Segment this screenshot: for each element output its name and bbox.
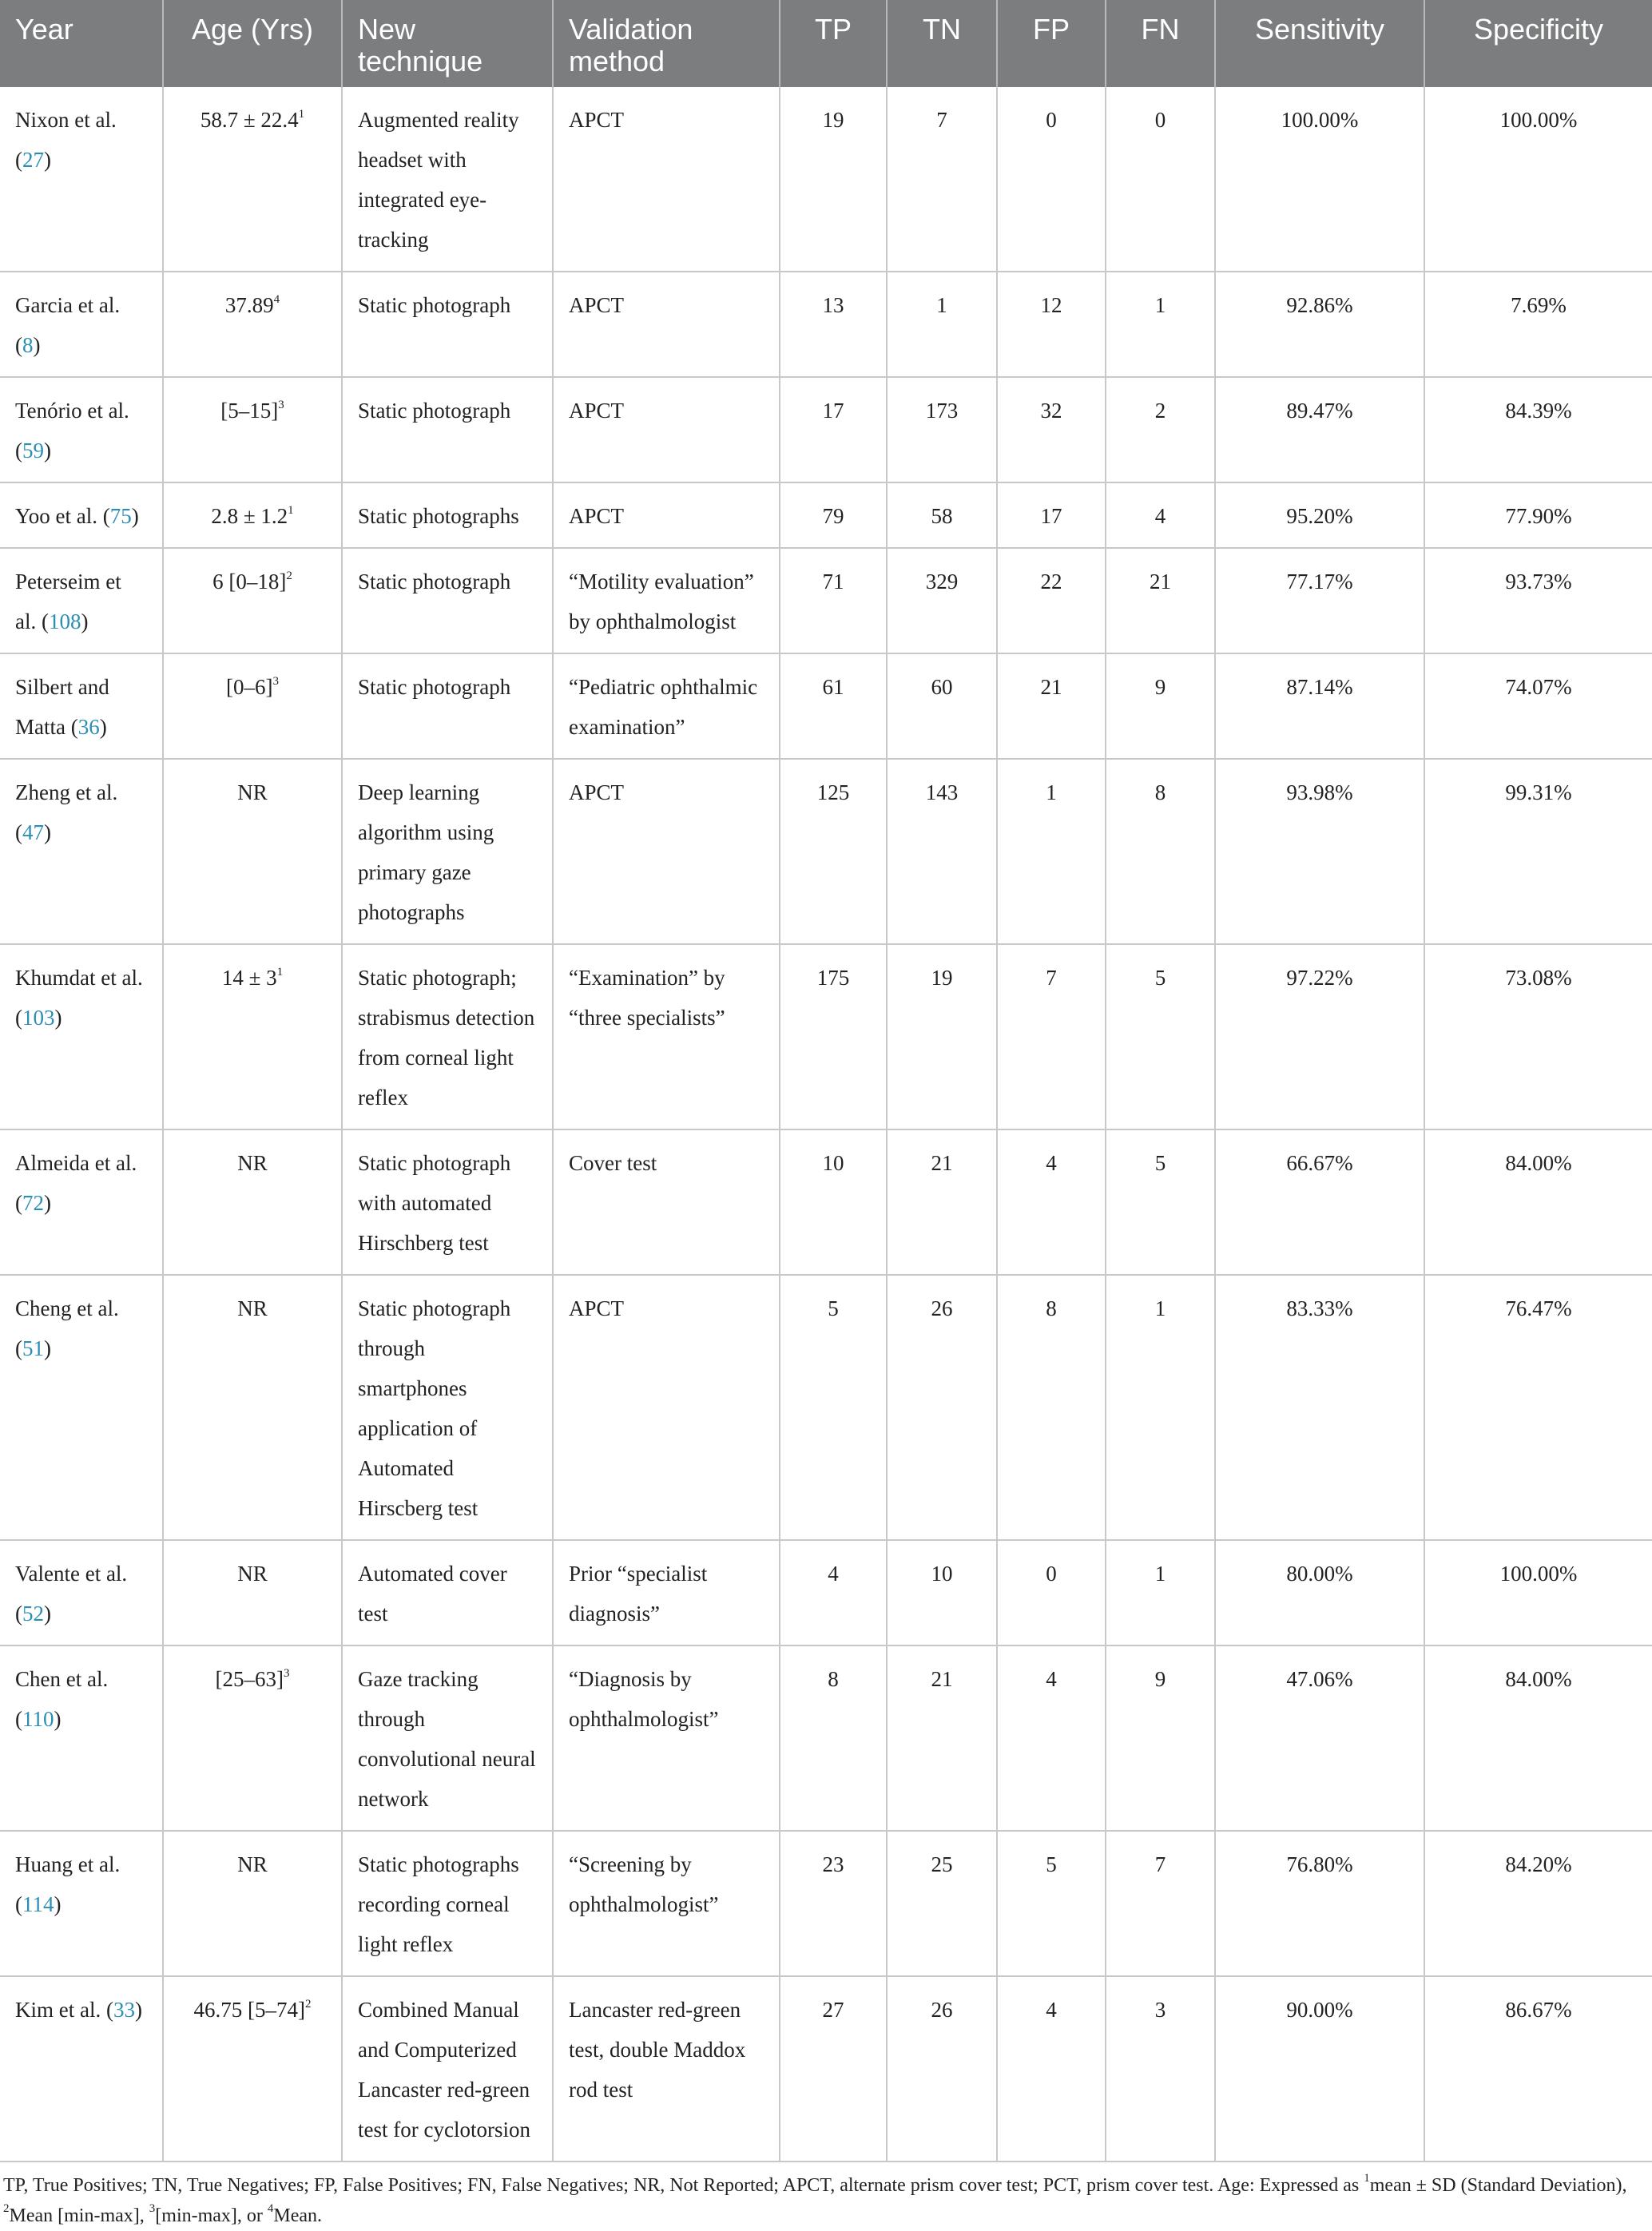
table-row bbox=[0, 272, 1652, 377]
cell-age bbox=[163, 1831, 342, 1976]
cell-technique: Static photograph bbox=[342, 272, 553, 377]
age-value: NR bbox=[237, 780, 268, 804]
author-close: ) bbox=[81, 609, 89, 633]
age-footnote-marker: 3 bbox=[272, 675, 279, 688]
cell-tn: 329 bbox=[887, 548, 997, 653]
author-name: Cheng et al. ( bbox=[15, 1296, 119, 1360]
age-value: NR bbox=[237, 1296, 268, 1320]
cell-fp: 22 bbox=[997, 548, 1106, 653]
cell-tp: 17 bbox=[780, 377, 887, 482]
table-row bbox=[0, 377, 1652, 482]
cell-age bbox=[163, 1540, 342, 1645]
cell-sensitivity: 76.80% bbox=[1215, 1831, 1424, 1976]
cell-specificity: 84.39% bbox=[1424, 377, 1652, 482]
cell-sensitivity: 92.86% bbox=[1215, 272, 1424, 377]
cell-tn: 60 bbox=[887, 653, 997, 759]
cell-tn: 143 bbox=[887, 759, 997, 944]
age-value: [5–15] bbox=[220, 399, 279, 423]
cell-fn: 0 bbox=[1106, 87, 1215, 272]
cell-fp: 0 bbox=[997, 87, 1106, 272]
cell-fn: 5 bbox=[1106, 944, 1215, 1129]
cell-technique: Static photograph; strabismus detection from corneal light reflex bbox=[342, 944, 553, 1129]
cell-validation: “Motility evaluation” by ophthalmologist bbox=[553, 548, 780, 653]
header-technique: New technique bbox=[342, 0, 553, 87]
author-close: ) bbox=[44, 1602, 51, 1626]
author-close: ) bbox=[131, 504, 139, 528]
cell-specificity: 73.08% bbox=[1424, 944, 1652, 1129]
cell-technique: Combined Manual and Computerized Lancaster red-green test for cyclotorsion bbox=[342, 1976, 553, 2162]
age-value: 2.8 ± 1.2 bbox=[211, 504, 288, 528]
cell-fp: 5 bbox=[997, 1831, 1106, 1976]
cell-tn: 1 bbox=[887, 272, 997, 377]
age-value: 37.89 bbox=[224, 293, 274, 317]
cell-specificity: 84.00% bbox=[1424, 1645, 1652, 1831]
cell-tp: 19 bbox=[780, 87, 887, 272]
cell-fn: 1 bbox=[1106, 1275, 1215, 1540]
footnote-part-3: [min-max], or bbox=[155, 2205, 268, 2226]
cell-tp: 79 bbox=[780, 482, 887, 548]
cell-validation: APCT bbox=[553, 87, 780, 272]
cell-validation: Prior “specialist diagnosis” bbox=[553, 1540, 780, 1645]
cell-fn: 8 bbox=[1106, 759, 1215, 944]
reference-link[interactable]: 110 bbox=[22, 1707, 54, 1731]
table-body bbox=[0, 87, 1652, 2162]
cell-fn: 1 bbox=[1106, 272, 1215, 377]
cell-technique: Static photograph bbox=[342, 548, 553, 653]
age-footnote-marker: 4 bbox=[273, 293, 280, 306]
table-row bbox=[0, 1976, 1652, 2162]
reference-link[interactable]: 52 bbox=[22, 1602, 44, 1626]
author-close: ) bbox=[54, 1006, 62, 1030]
cell-specificity: 76.47% bbox=[1424, 1275, 1652, 1540]
cell-tn: 21 bbox=[887, 1129, 997, 1275]
age-value: [25–63] bbox=[215, 1667, 284, 1691]
age-value: NR bbox=[237, 1562, 268, 1586]
cell-sensitivity: 95.20% bbox=[1215, 482, 1424, 548]
cell-technique: Static photograph bbox=[342, 377, 553, 482]
reference-link[interactable]: 114 bbox=[22, 1892, 54, 1916]
cell-age bbox=[163, 944, 342, 1129]
cell-fp: 17 bbox=[997, 482, 1106, 548]
age-footnote-marker: 3 bbox=[283, 1667, 290, 1680]
footnote-sup-4: 4 bbox=[267, 2202, 274, 2215]
cell-validation: “Screening by ophthalmologist” bbox=[553, 1831, 780, 1976]
cell-technique: Static photographs bbox=[342, 482, 553, 548]
cell-fn: 7 bbox=[1106, 1831, 1215, 1976]
cell-technique: Static photograph bbox=[342, 653, 553, 759]
cell-validation: APCT bbox=[553, 759, 780, 944]
author-close: ) bbox=[44, 1336, 51, 1360]
author-name: Khumdat et al. ( bbox=[15, 966, 143, 1030]
cell-validation: APCT bbox=[553, 272, 780, 377]
cell-author bbox=[0, 1645, 163, 1831]
table-header bbox=[0, 0, 1652, 87]
cell-tp: 175 bbox=[780, 944, 887, 1129]
cell-tp: 13 bbox=[780, 272, 887, 377]
cell-author bbox=[0, 944, 163, 1129]
reference-link[interactable]: 51 bbox=[22, 1336, 44, 1360]
cell-author bbox=[0, 548, 163, 653]
age-value: 6 [0–18] bbox=[212, 570, 287, 593]
table-row bbox=[0, 1540, 1652, 1645]
cell-sensitivity: 66.67% bbox=[1215, 1129, 1424, 1275]
cell-specificity: 100.00% bbox=[1424, 1540, 1652, 1645]
cell-fp: 4 bbox=[997, 1129, 1106, 1275]
author-close: ) bbox=[44, 148, 51, 172]
cell-validation: “Pediatric ophthalmic examination” bbox=[553, 653, 780, 759]
cell-technique: Static photograph through smartphones application of Automated Hirscberg test bbox=[342, 1275, 553, 1540]
cell-author bbox=[0, 653, 163, 759]
cell-author bbox=[0, 1831, 163, 1976]
cell-age bbox=[163, 1976, 342, 2162]
cell-validation: APCT bbox=[553, 482, 780, 548]
cell-tp: 61 bbox=[780, 653, 887, 759]
author-name: Kim et al. ( bbox=[15, 1998, 113, 2022]
cell-age bbox=[163, 653, 342, 759]
cell-validation: “Examination” by “three specialists” bbox=[553, 944, 780, 1129]
author-name: Almeida et al. ( bbox=[15, 1151, 137, 1215]
cell-tp: 71 bbox=[780, 548, 887, 653]
cell-tn: 21 bbox=[887, 1645, 997, 1831]
author-name: Chen et al. ( bbox=[15, 1667, 109, 1731]
cell-fp: 4 bbox=[997, 1976, 1106, 2162]
cell-author bbox=[0, 482, 163, 548]
cell-tp: 8 bbox=[780, 1645, 887, 1831]
cell-validation: APCT bbox=[553, 1275, 780, 1540]
cell-sensitivity: 100.00% bbox=[1215, 87, 1424, 272]
cell-technique: Static photograph with automated Hirschberg test bbox=[342, 1129, 553, 1275]
author-close: ) bbox=[54, 1892, 62, 1916]
age-footnote-marker: 1 bbox=[298, 108, 305, 121]
reference-link[interactable]: 47 bbox=[22, 820, 44, 844]
header-validation: Validation method bbox=[553, 0, 780, 87]
cell-validation: “Diagnosis by ophthalmologist” bbox=[553, 1645, 780, 1831]
author-name: Silbert and Matta ( bbox=[15, 675, 109, 739]
cell-author bbox=[0, 1976, 163, 2162]
cell-fn: 2 bbox=[1106, 377, 1215, 482]
author-close: ) bbox=[44, 820, 51, 844]
cell-age bbox=[163, 1129, 342, 1275]
author-close: ) bbox=[54, 1707, 62, 1731]
cell-specificity: 86.67% bbox=[1424, 1976, 1652, 2162]
cell-age bbox=[163, 548, 342, 653]
cell-sensitivity: 90.00% bbox=[1215, 1976, 1424, 2162]
cell-author bbox=[0, 759, 163, 944]
reference-link[interactable]: 75 bbox=[109, 504, 132, 528]
cell-age bbox=[163, 377, 342, 482]
header-fn: FN bbox=[1106, 0, 1215, 87]
author-name: Zheng et al. ( bbox=[15, 780, 118, 844]
cell-fp: 32 bbox=[997, 377, 1106, 482]
reference-link[interactable]: 59 bbox=[22, 439, 44, 462]
cell-technique: Static photographs recording corneal light reflex bbox=[342, 1831, 553, 1976]
table-row bbox=[0, 1275, 1652, 1540]
header-tp: TP bbox=[780, 0, 887, 87]
cell-specificity: 84.00% bbox=[1424, 1129, 1652, 1275]
header-year: Year bbox=[0, 0, 163, 87]
cell-sensitivity: 97.22% bbox=[1215, 944, 1424, 1129]
age-footnote-marker: 1 bbox=[276, 966, 284, 979]
footnote-sup-2: 2 bbox=[3, 2202, 10, 2215]
cell-specificity: 77.90% bbox=[1424, 482, 1652, 548]
age-footnote-marker: 1 bbox=[288, 504, 294, 517]
cell-fp: 7 bbox=[997, 944, 1106, 1129]
reference-link[interactable]: 72 bbox=[22, 1191, 44, 1215]
header-age: Age (Yrs) bbox=[163, 0, 342, 87]
age-footnote-marker: 3 bbox=[278, 399, 284, 411]
cell-sensitivity: 47.06% bbox=[1215, 1645, 1424, 1831]
author-close: ) bbox=[44, 439, 51, 462]
cell-tp: 27 bbox=[780, 1976, 887, 2162]
cell-fn: 5 bbox=[1106, 1129, 1215, 1275]
table-row bbox=[0, 653, 1652, 759]
cell-tn: 58 bbox=[887, 482, 997, 548]
table-row bbox=[0, 759, 1652, 944]
cell-age bbox=[163, 482, 342, 548]
cell-sensitivity: 83.33% bbox=[1215, 1275, 1424, 1540]
footnote-sup-3: 3 bbox=[149, 2202, 156, 2215]
cell-age bbox=[163, 1275, 342, 1540]
author-name: Yoo et al. ( bbox=[15, 504, 110, 528]
footnote-part-1: mean ± SD (Standard Deviation), bbox=[1369, 2175, 1627, 2196]
author-name: Garcia et al. ( bbox=[15, 293, 121, 357]
table-row bbox=[0, 548, 1652, 653]
author-name: Huang et al. ( bbox=[15, 1852, 121, 1916]
cell-fn: 21 bbox=[1106, 548, 1215, 653]
cell-specificity: 74.07% bbox=[1424, 653, 1652, 759]
cell-technique: Automated cover test bbox=[342, 1540, 553, 1645]
age-value: 14 ± 3 bbox=[221, 966, 277, 990]
cell-validation: Lancaster red-green test, double Maddox rod test bbox=[553, 1976, 780, 2162]
cell-tp: 10 bbox=[780, 1129, 887, 1275]
cell-sensitivity: 87.14% bbox=[1215, 653, 1424, 759]
cell-sensitivity: 89.47% bbox=[1215, 377, 1424, 482]
cell-specificity: 100.00% bbox=[1424, 87, 1652, 272]
table-row bbox=[0, 87, 1652, 272]
cell-tp: 4 bbox=[780, 1540, 887, 1645]
author-name: Peterseim et al. ( bbox=[15, 570, 121, 633]
cell-fp: 1 bbox=[997, 759, 1106, 944]
footnote-sup-1: 1 bbox=[1364, 2172, 1370, 2185]
cell-author bbox=[0, 1275, 163, 1540]
cell-age bbox=[163, 1645, 342, 1831]
cell-specificity: 7.69% bbox=[1424, 272, 1652, 377]
reference-link[interactable]: 33 bbox=[113, 1998, 135, 2022]
header-fp: FP bbox=[997, 0, 1106, 87]
age-value: [0–6] bbox=[226, 675, 273, 699]
reference-link[interactable]: 103 bbox=[22, 1006, 55, 1030]
author-name: Nixon et al. ( bbox=[15, 108, 117, 172]
cell-technique: Deep learning algorithm using primary gaze photographs bbox=[342, 759, 553, 944]
cell-fp: 8 bbox=[997, 1275, 1106, 1540]
cell-tn: 26 bbox=[887, 1275, 997, 1540]
cell-tn: 25 bbox=[887, 1831, 997, 1976]
cell-fn: 9 bbox=[1106, 1645, 1215, 1831]
table-row bbox=[0, 482, 1652, 548]
cell-specificity: 84.20% bbox=[1424, 1831, 1652, 1976]
cell-sensitivity: 80.00% bbox=[1215, 1540, 1424, 1645]
cell-technique: Augmented reality headset with integrated eye-tracking bbox=[342, 87, 553, 272]
cell-fp: 0 bbox=[997, 1540, 1106, 1645]
cell-technique: Gaze tracking through convolutional neural network bbox=[342, 1645, 553, 1831]
table-row bbox=[0, 1831, 1652, 1976]
table-row bbox=[0, 1129, 1652, 1275]
cell-tn: 26 bbox=[887, 1976, 997, 2162]
cell-age bbox=[163, 87, 342, 272]
header-tn: TN bbox=[887, 0, 997, 87]
cell-tn: 10 bbox=[887, 1540, 997, 1645]
cell-tn: 7 bbox=[887, 87, 997, 272]
age-value: 58.7 ± 22.4 bbox=[200, 108, 299, 132]
cell-age bbox=[163, 759, 342, 944]
age-footnote-marker: 2 bbox=[286, 570, 292, 582]
cell-fn: 9 bbox=[1106, 653, 1215, 759]
cell-author bbox=[0, 87, 163, 272]
reference-link[interactable]: 108 bbox=[48, 609, 81, 633]
author-name: Valente et al. ( bbox=[15, 1562, 128, 1626]
cell-sensitivity: 93.98% bbox=[1215, 759, 1424, 944]
cell-tn: 19 bbox=[887, 944, 997, 1129]
author-name: Tenório et al. ( bbox=[15, 399, 129, 462]
author-close: ) bbox=[99, 715, 107, 739]
reference-link[interactable]: 8 bbox=[22, 333, 34, 357]
cell-validation: APCT bbox=[553, 377, 780, 482]
header-specificity: Specificity bbox=[1424, 0, 1652, 87]
cell-fp: 12 bbox=[997, 272, 1106, 377]
cell-tp: 125 bbox=[780, 759, 887, 944]
table-row bbox=[0, 1645, 1652, 1831]
cell-specificity: 93.73% bbox=[1424, 548, 1652, 653]
author-close: ) bbox=[44, 1191, 51, 1215]
cell-author bbox=[0, 1129, 163, 1275]
cell-fn: 1 bbox=[1106, 1540, 1215, 1645]
cell-age bbox=[163, 272, 342, 377]
cell-fp: 4 bbox=[997, 1645, 1106, 1831]
author-close: ) bbox=[33, 333, 41, 357]
cell-tp: 5 bbox=[780, 1275, 887, 1540]
author-close: ) bbox=[134, 1998, 142, 2022]
cell-tp: 23 bbox=[780, 1831, 887, 1976]
age-value: NR bbox=[237, 1852, 268, 1876]
table-row bbox=[0, 944, 1652, 1129]
cell-sensitivity: 77.17% bbox=[1215, 548, 1424, 653]
reference-link[interactable]: 36 bbox=[77, 715, 100, 739]
header-sensitivity: Sensitivity bbox=[1215, 0, 1424, 87]
cell-validation: Cover test bbox=[553, 1129, 780, 1275]
cell-specificity: 99.31% bbox=[1424, 759, 1652, 944]
age-value: 46.75 [5–74] bbox=[193, 1998, 305, 2022]
cell-fp: 21 bbox=[997, 653, 1106, 759]
table-footnote bbox=[0, 2162, 1652, 2231]
footnote-part-4: Mean. bbox=[273, 2205, 323, 2226]
footnote-text: TP, True Positives; TN, True Negatives; FP, False Positives; FN, False Negatives; NR, Not Reported; APCT, alternate prism cover test; PCT, prism cover test. Age: Expressed as bbox=[3, 2175, 1364, 2196]
age-value: NR bbox=[237, 1151, 268, 1175]
reference-link[interactable]: 27 bbox=[22, 148, 44, 172]
cell-fn: 4 bbox=[1106, 482, 1215, 548]
cell-author bbox=[0, 377, 163, 482]
age-footnote-marker: 2 bbox=[304, 1998, 312, 2011]
footnote-part-2: Mean [min-max], bbox=[9, 2205, 149, 2226]
cell-author bbox=[0, 272, 163, 377]
cell-author bbox=[0, 1540, 163, 1645]
cell-fn: 3 bbox=[1106, 1976, 1215, 2162]
cell-tn: 173 bbox=[887, 377, 997, 482]
